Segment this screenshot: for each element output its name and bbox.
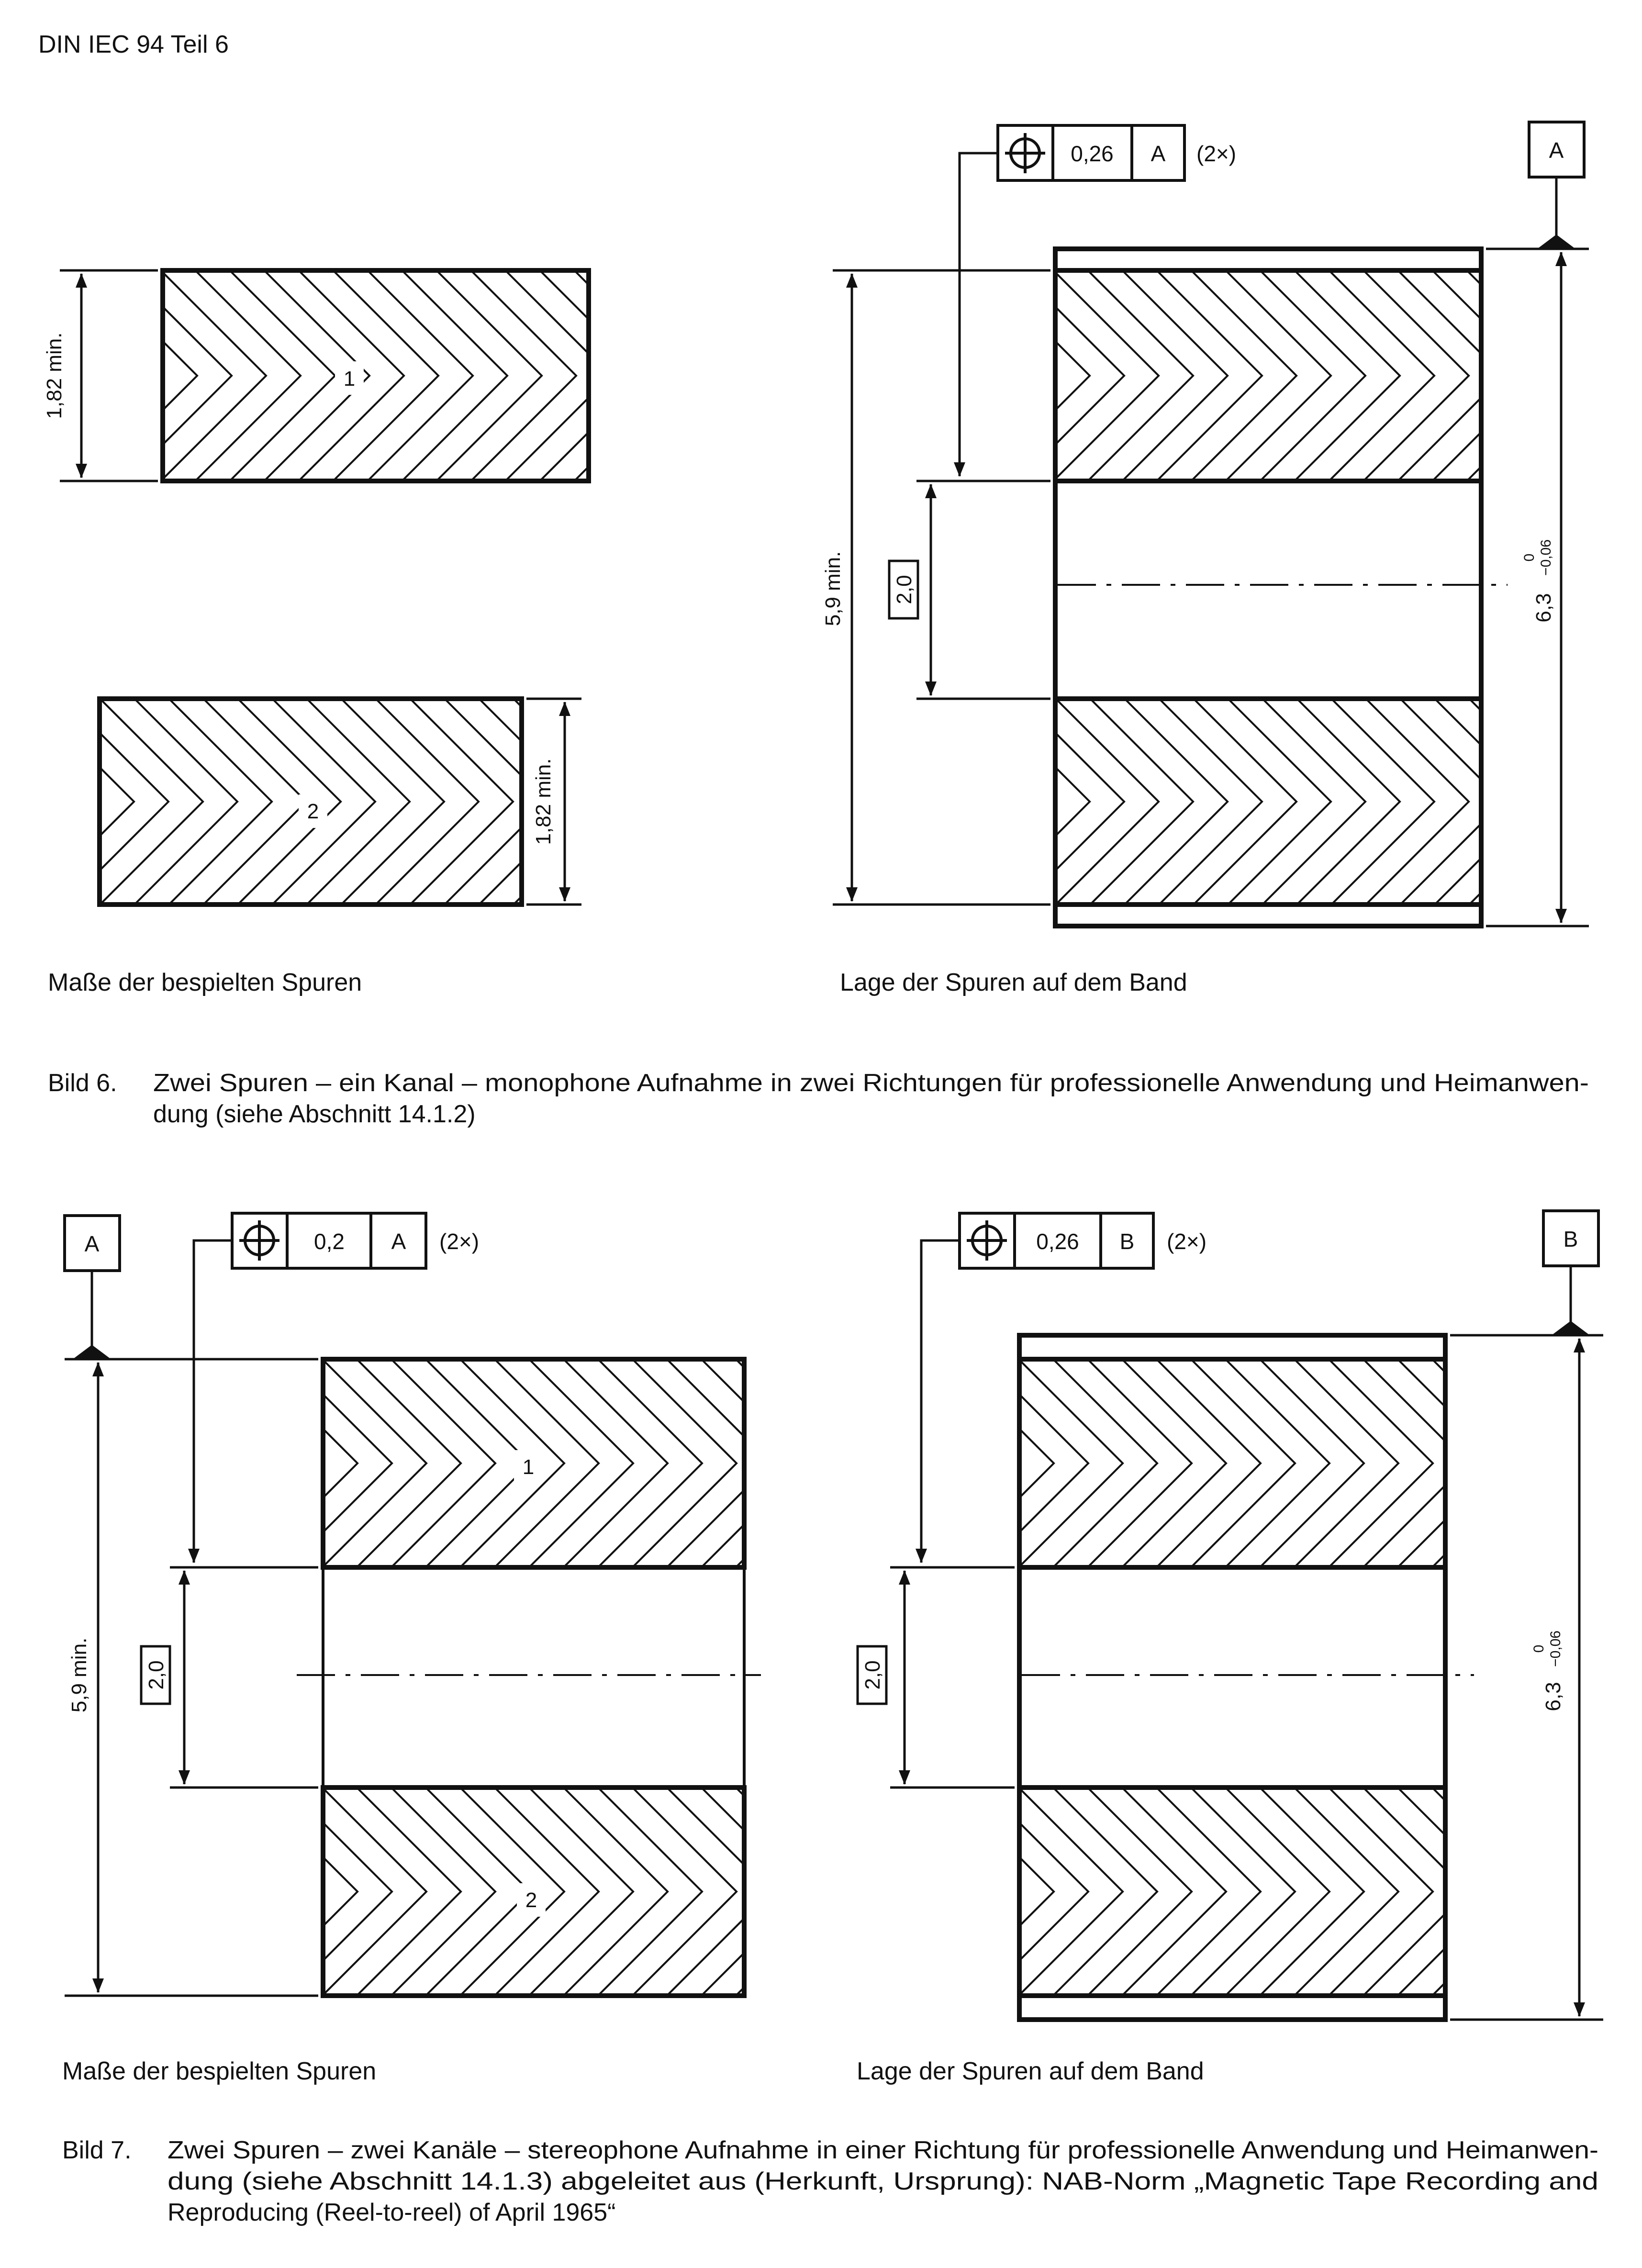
fig6-track-2-label: 2 xyxy=(307,800,319,823)
fig7-left-drawing xyxy=(65,1213,943,1996)
track-hatching xyxy=(57,270,783,481)
fig7-right-datum-label: B xyxy=(1563,1227,1578,1251)
fig7-left-datum-label: A xyxy=(84,1231,100,1256)
fig6-dim-tape-tol-lower: −0,06 xyxy=(1538,539,1554,576)
fig7-right-dim-tape-tol-upper: 0 xyxy=(1531,1644,1547,1653)
track-hatching xyxy=(916,1788,1640,1996)
fig7-left-position-tolerance-frame xyxy=(194,1213,479,1563)
fig7-caption-line2: dung (siehe Abschnitt 14.1.3) abgeleitet aus (Herkunft, Ursprung): NAB-Norm „Magnetic Tape Recording and xyxy=(168,2167,1599,2195)
fig6-track-1 xyxy=(57,270,783,481)
fig7-right-dim-gap-label: 2,0 xyxy=(861,1660,884,1690)
fig7-caption xyxy=(62,2136,1598,2226)
fig6-datum-label: A xyxy=(1549,138,1564,163)
fig7-gap-area xyxy=(323,1567,744,1788)
fig6-position-tolerance-frame xyxy=(960,125,1236,476)
fig6-caption xyxy=(48,1069,1589,1128)
fig6-track-2 xyxy=(0,699,720,905)
track-hatching xyxy=(916,1359,1640,1567)
fig7-right-dim-tape-width xyxy=(1450,1339,1603,2020)
fig7-track-1-label: 1 xyxy=(522,1455,535,1479)
fig7-right-caption: Lage der Spuren auf dem Band xyxy=(857,2057,1204,2085)
fig6-dim-tape-width-label: 6,3 xyxy=(1532,593,1555,623)
fig7-left-dim-tracks-span xyxy=(65,1363,318,1996)
fig6-dim-gap xyxy=(889,481,1050,699)
fig7-left-dim-gap-label: 2,0 xyxy=(145,1660,168,1690)
fig6-datum-a xyxy=(1486,122,1589,249)
fig7-caption-line1: Zwei Spuren – zwei Kanäle – stereophone Aufnahme in einer Richtung für professionelle Anwendung und Heimanwen- xyxy=(168,2136,1598,2164)
fig7-right-drawing xyxy=(858,1211,1640,2020)
fig6-dim-track1-width xyxy=(43,270,158,481)
fig6-dim-track2-width-label: 1,82 min. xyxy=(532,758,555,845)
fig6-caption-line2: dung (siehe Abschnitt 14.1.2) xyxy=(153,1100,476,1128)
fig7-right-dim-gap xyxy=(858,1567,1015,1788)
fig6-tol-value: 0,26 xyxy=(1071,141,1114,166)
fig6-right-drawing xyxy=(821,122,1642,926)
fig6-track-1-label: 1 xyxy=(343,367,356,391)
fig7-left-dim-gap xyxy=(141,1567,318,1788)
fig6-right-caption: Lage der Spuren auf dem Band xyxy=(840,969,1187,996)
fig7-right-position-tolerance-frame xyxy=(921,1213,1206,1563)
fig7-left-tol-value: 0,2 xyxy=(314,1229,345,1254)
fig7-right-dim-tape-width-label: 6,3 xyxy=(1541,1682,1565,1711)
fig6-caption-line1: Zwei Spuren – ein Kanal – monophone Aufnahme in zwei Richtungen für professionelle Anwendung und Heimanwen- xyxy=(153,1069,1589,1097)
fig7-right-tol-value: 0,26 xyxy=(1036,1229,1079,1254)
fig7-right-dim-tape-tol-lower: −0,06 xyxy=(1548,1631,1564,1667)
fig7-left-caption: Maße der bespielten Spuren xyxy=(62,2057,377,2085)
fig6-dim-tape-width xyxy=(1486,252,1589,926)
document-id: DIN IEC 94 Teil 6 xyxy=(38,31,229,58)
fig6-left-caption: Maße der bespielten Spuren xyxy=(48,969,362,996)
fig7-left-dim-tracks-span-label: 5,9 min. xyxy=(67,1637,91,1713)
fig6-tol-datum: A xyxy=(1151,141,1166,166)
fig6-dim-tape-tol-upper: 0 xyxy=(1521,553,1537,562)
fig6-dim-tracks-span-label: 5,9 min. xyxy=(821,551,845,626)
fig6-tape-track-2 xyxy=(1055,699,1481,905)
fig6-tol-count: (2×) xyxy=(1196,141,1237,166)
track-hatching xyxy=(219,1359,944,1567)
fig6-dim-gap-label: 2,0 xyxy=(893,575,916,604)
fig6-dim-tracks-span xyxy=(821,270,1050,905)
fig7-tape-outline xyxy=(1019,1335,1445,2020)
fig6-dim-track2-width xyxy=(526,699,581,905)
fig7-right-tol-datum: B xyxy=(1119,1229,1135,1254)
fig6-tape-outline xyxy=(1055,249,1481,926)
fig7-left-tol-count: (2×) xyxy=(439,1229,480,1254)
track-hatching xyxy=(219,1788,944,1996)
fig7-right-tol-count: (2×) xyxy=(1167,1229,1207,1254)
fig7-track-2-label: 2 xyxy=(525,1888,537,1912)
fig6-caption-label: Bild 6. xyxy=(48,1069,117,1097)
track-hatching xyxy=(0,699,720,905)
fig7-right-datum-b xyxy=(1450,1211,1603,1335)
fig7-caption-label: Bild 7. xyxy=(62,2136,132,2164)
fig6-dim-track1-width-label: 1,82 min. xyxy=(43,332,66,419)
fig6-left-drawing xyxy=(0,270,783,905)
fig7-left-tol-datum: A xyxy=(391,1229,406,1254)
fig7-caption-line3: Reproducing (Reel-to-reel) of April 1965“ xyxy=(168,2199,616,2226)
